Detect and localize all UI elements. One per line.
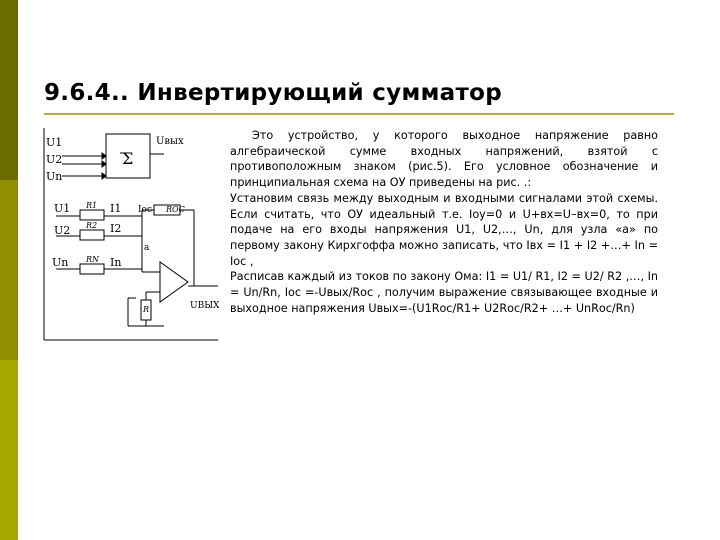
schematic-input-u2: U2 [54, 224, 71, 237]
symbol-input-u2: U2 [46, 153, 63, 166]
slide-title: 9.6.4.. Инвертирующий сумматор [44, 80, 502, 106]
symbol-input-u1: U1 [46, 136, 63, 149]
circuit-figure [42, 126, 220, 342]
current-i2: I2 [110, 222, 122, 235]
ground-resistor: R [143, 305, 150, 314]
schematic-input-un: Un [52, 256, 69, 269]
resistor-r1: R1 [86, 201, 98, 210]
schematic-input-u1: U1 [54, 202, 71, 215]
resistor-rn: RN [86, 255, 100, 264]
symbol-sigma: Σ [122, 149, 134, 168]
feedback-resistor: RОС [166, 205, 185, 214]
resistor-r2: R2 [86, 221, 98, 230]
current-i1: I1 [110, 202, 122, 215]
sidebar-segment-bottom [0, 360, 18, 540]
sidebar-segment-middle [0, 180, 18, 360]
inverting-summer-diagram [42, 126, 220, 342]
node-a: a [144, 243, 150, 253]
current-in: In [110, 256, 122, 269]
title-underline [44, 113, 674, 115]
paragraph-ohm: Расписав каждый из токов по закону Ома: I1 = U1/ R1, I2 = U2/ R2 ,…, In = Un/Rn, Iос =-Uвых/Rос , получим выражение связывающее входные и выходное напряжения Uвых=-(U1Rос/R1+ U2Rос/R2+ …+ UnRос/Rn) [230, 270, 658, 315]
paragraph-kirchhoff: Установим связь между выходным и входными сигналами этой схемы. Если считать, что ОУ идеальный т.е. Iоу=0 и U+вх=U–вх=0, то при подаче на его входы напряжения U1, U2,…, Un, для узла «a» по первому закону Кирхгоффа можно записать, что Iвх = I1 + I2 +…+ In = Iос , [230, 191, 658, 268]
paragraph-intro: Это устройство, у которого выходное напряжение равно алгебраической сумме входных напряжений, взятой с противоположным знаком (рис.5). Его условное обозначение и принципиальная схема на ОУ приведены на рис. .: [230, 129, 658, 190]
sidebar-stripe [0, 0, 18, 540]
schematic-output: UВЫХ [190, 301, 220, 311]
sidebar-segment-top [0, 0, 18, 180]
symbol-input-un: Un [46, 170, 63, 183]
body-text [230, 128, 658, 316]
feedback-current: Iос [138, 205, 153, 215]
symbol-output: Uвых [156, 136, 184, 147]
